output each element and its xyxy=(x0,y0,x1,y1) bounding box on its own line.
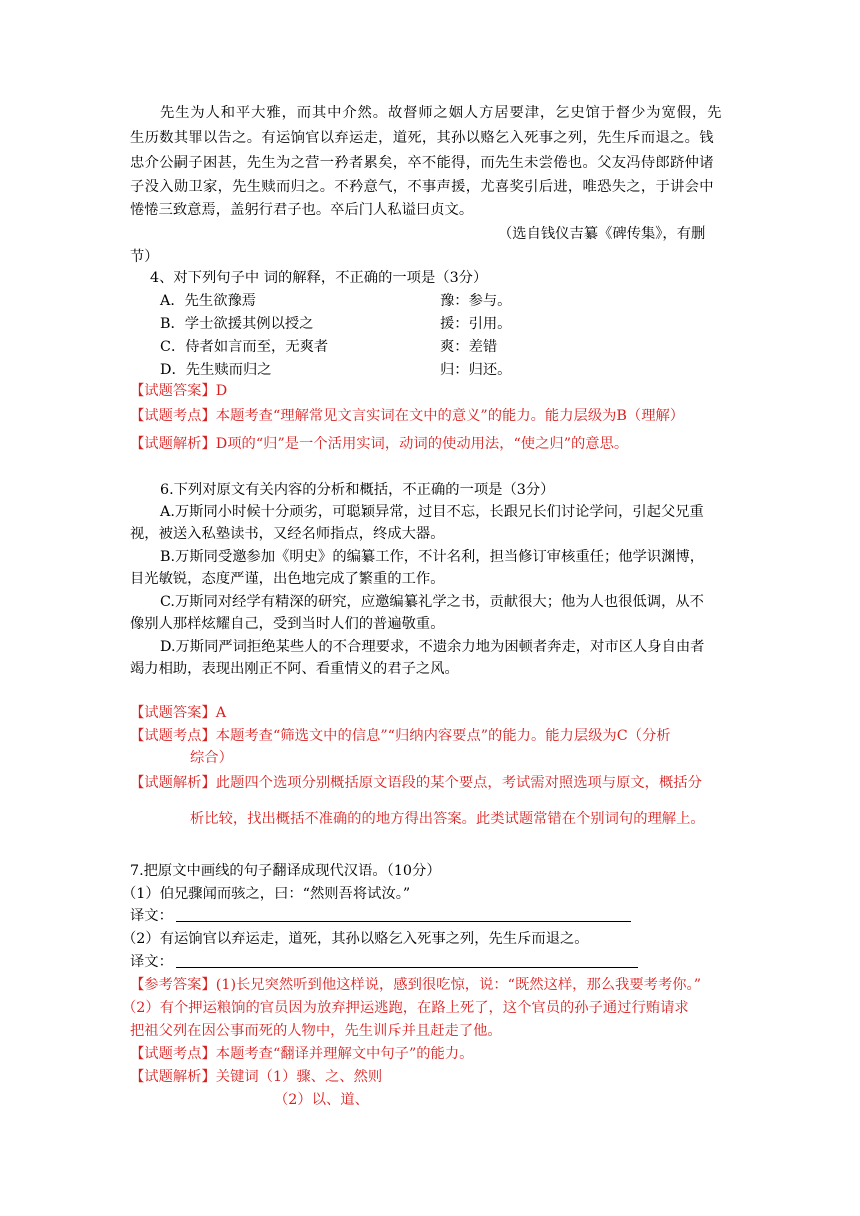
q7-translate-label-2: 译文： xyxy=(130,954,173,970)
q6-point: 【试题考点】本题考查“筛选文中的信息”“归纳内容要点”的能力。能力层级为C（分析 xyxy=(130,728,671,744)
q4-analysis: 【试题解析】D项的“归”是一个活用实词，动词的使动用法，“使之归”的意思。 xyxy=(130,436,629,452)
q6-answer: 【试题答案】A xyxy=(130,705,227,721)
q4-stem: 4、对下列句子中 词的解释，不正确的一项是（3分） xyxy=(150,270,488,286)
q6-option-line: 视，被送入私塾读书，又经名师指点，终成大器。 xyxy=(130,526,445,542)
passage-line: 忠介公嗣子困甚，先生为之营一矜者累矣，卒不能得，而先生未尝倦也。父友冯侍郎跻仲诸 xyxy=(130,155,714,171)
q7-analysis-cont: （2）以、道、 xyxy=(274,1092,369,1108)
q6-option-line: D.万斯同严词拒绝某些人的不合理要求，不遗余力地为困顿者奔走，对市区人身自由者 xyxy=(160,639,705,655)
q6-analysis: 【试题解析】此题四个选项分别概括原文语段的某个要点，考试需对照选项与原文，概括分 xyxy=(130,775,702,791)
q4-gloss-c: 爽：差错 xyxy=(440,339,498,355)
q7-translate-label-1: 译文： xyxy=(130,908,173,924)
passage-line: 惓惓三致意焉，盖躬行君子也。卒后门人私谥曰贞文。 xyxy=(130,202,474,218)
answer-blank-line[interactable] xyxy=(176,967,638,968)
q6-option-line: 像别人那样炫耀自己，受到当时人们的普遍敬重。 xyxy=(130,616,445,632)
q4-option-c: C．侍者如言而至，无爽者 xyxy=(160,339,329,355)
answer-blank-line[interactable] xyxy=(176,921,631,922)
q7-reference-answer-cont: （2）有个押运粮饷的官员因为放弃押运逃跑，在路上死了，这个官员的孙子通过行贿请求 xyxy=(122,1000,689,1016)
q6-option-line: A.万斯同小时候十分顽劣，可聪颖异常，过目不忘，长跟兄长们讨论学问，引起父兄重 xyxy=(160,504,704,520)
q4-option-b: B．学士欲援其例以授之 xyxy=(160,316,314,332)
q7-analysis: 【试题解析】关键词（1）骤、之、然则 xyxy=(130,1069,383,1085)
passage-line: 子没入勋卫家，先生赎而归之。不矜意气，不事声援，尤喜奖引后进，唯恐失之，于讲会中 xyxy=(130,179,714,195)
q6-analysis-cont: 析比较，找出概括不准确的的地方得出答案。此类试题常错在个别词句的理解上。 xyxy=(190,811,705,827)
q6-option-line: 竭力相助，表现出刚正不阿、看重情义的君子之风。 xyxy=(130,661,459,677)
q7-reference-answer-cont: 把祖父列在因公事而死的人物中，先生训斥并且赶走了他。 xyxy=(130,1023,502,1039)
q6-point-cont: 综合） xyxy=(190,750,233,766)
q4-answer: 【试题答案】D xyxy=(130,383,228,399)
q4-option-d: D．先生赎而归之 xyxy=(160,362,272,378)
q6-option-line: B.万斯同受邀参加《明史》的编纂工作，不计名利，担当修订审核重任；他学识渊博， xyxy=(160,549,705,565)
q4-option-a: A．先生欲豫焉 xyxy=(160,293,257,309)
q4-point: 【试题考点】本题考查“理解常见文言实词在文中的意义”的能力。能力层级为B（理解） xyxy=(130,408,685,424)
q7-stem: 7.把原文中画线的句子翻译成现代汉语。（10分） xyxy=(130,863,441,879)
q6-stem: 6.下列对原文有关内容的分析和概括，不正确的一项是（3分） xyxy=(160,482,555,498)
source-citation: （选自钱仪吉纂《碑传集》，有删 xyxy=(498,226,706,242)
q7-reference-answer: 【参考答案】(1)长兄突然听到他这样说，感到很吃惊，说：“既然这样，那么我要考考你。” xyxy=(130,977,701,993)
passage-line: 先生为人和平大雅，而其中介然。故督师之姻人方居要津，乞史馆于督少为宽假，先 xyxy=(160,105,723,121)
q6-option-line: 目光敏锐，态度严谨，出色地完成了繁重的工作。 xyxy=(130,571,445,587)
q7-item-2: （2）有运饷官以弃运走，道死，其孙以赂乞入死事之列，先生斥而退之。 xyxy=(122,931,589,947)
q7-item-1: （1）伯兄骤闻而骇之，曰：“然则吾将试汝。” xyxy=(122,886,411,902)
passage-line: 生历数其罪以告之。有运饷官以弃运走，道死，其孙以赂乞入死事之列，先生斥而退之。钱 xyxy=(130,130,714,146)
q4-gloss-d: 归：归还。 xyxy=(440,362,512,378)
q4-gloss-b: 援：引用。 xyxy=(440,316,512,332)
source-citation-cont: 节） xyxy=(130,249,159,265)
q4-gloss-a: 豫：参与。 xyxy=(440,293,512,309)
q6-option-line: C.万斯同对经学有精深的研究，应邀编纂礼学之书，贡献很大；他为人也很低调，从不 xyxy=(160,594,704,610)
q7-point: 【试题考点】本题考查“翻译并理解文中句子”的能力。 xyxy=(130,1046,474,1062)
